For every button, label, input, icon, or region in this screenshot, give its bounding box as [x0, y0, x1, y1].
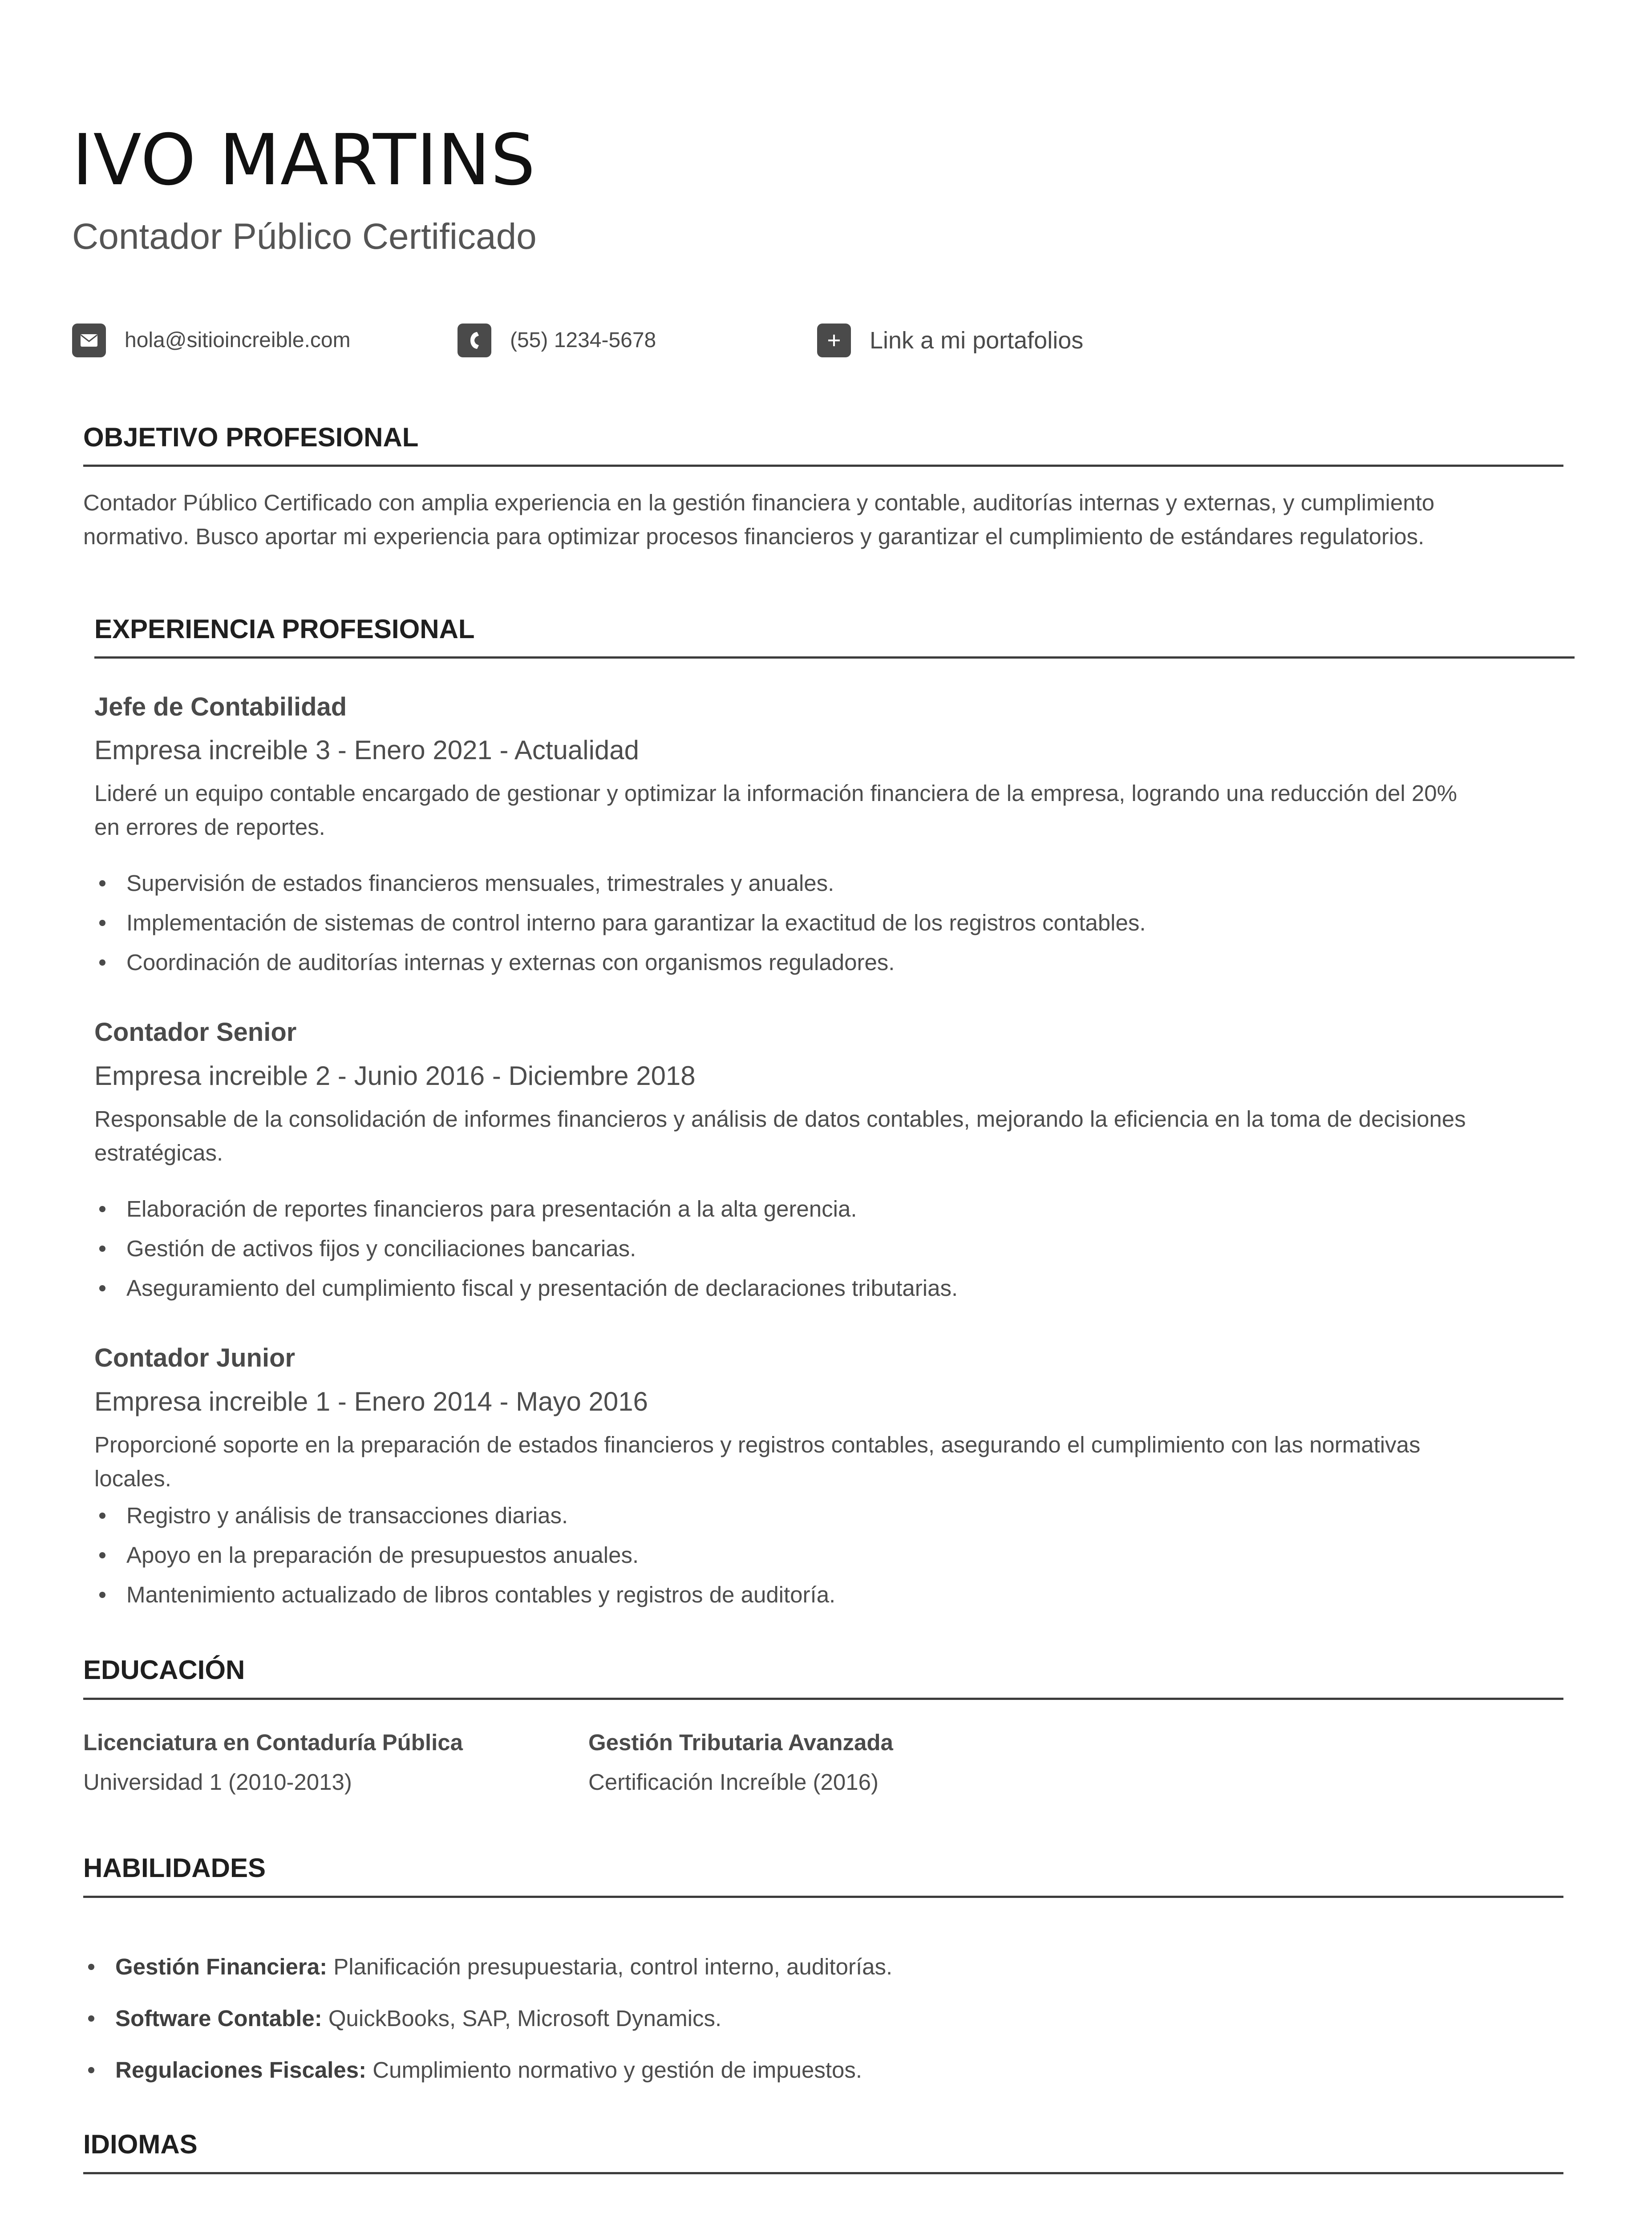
list-item-text: Aseguramiento del cumplimiento fiscal y presentación de declaraciones tributarias. [126, 1275, 958, 1301]
portfolio-link-text: Link a mi portafolios [870, 327, 1084, 354]
skill-item [83, 2044, 892, 2096]
skill-text: Cumplimiento normativo y gestión de impuestos. [366, 2057, 862, 2083]
description-line: estratégicas. [94, 1140, 223, 1165]
phone-icon [458, 324, 491, 357]
description-line: Responsable de la consolidación de informes financieros y análisis de datos contables, mejorando la eficiencia en la toma de decisiones [94, 1106, 1466, 1132]
list-item-text: Gestión de activos fijos y conciliaciones bancarias. [126, 1236, 636, 1261]
description-line: Lideré un equipo contable encargado de gestionar y optimizar la información financiera de la empresa, logrando una reducción del 20% [94, 781, 1457, 806]
bullet-icon [88, 1964, 94, 1970]
bullet-icon [99, 1246, 105, 1252]
list-item-text: Coordinación de auditorías internas y externas con organismos reguladores. [126, 950, 895, 975]
list-item [94, 903, 1146, 943]
description-line: Proporcioné soporte en la preparación de estados financieros y registros contables, asegurando el cumplimiento con las normativas [94, 1432, 1421, 1457]
list-item-text: Registro y análisis de transacciones diarias. [126, 1503, 568, 1528]
skill-label: Gestión Financiera: [115, 1954, 328, 1979]
contact-phone[interactable] [458, 324, 656, 357]
bullet-icon [88, 2015, 94, 2022]
job-achievements [94, 863, 1146, 982]
experience-divider [94, 656, 1575, 659]
plus-icon [817, 324, 851, 357]
skill-item [83, 1993, 892, 2044]
list-item [94, 863, 1146, 903]
objective-text [83, 486, 1570, 554]
languages-heading: IDIOMAS [83, 2129, 198, 2159]
education-cert-institution: Certificación Increíble (2016) [588, 1769, 879, 1795]
list-item [94, 1229, 958, 1268]
list-item-text: Supervisión de estados financieros mensuales, trimestrales y anuales. [126, 870, 834, 896]
list-item-text: Apoyo en la preparación de presupuestos anuales. [126, 1542, 639, 1568]
contact-email[interactable] [72, 324, 351, 357]
list-item [94, 1575, 835, 1614]
education-heading: EDUCACIÓN [83, 1655, 245, 1685]
job-title: Jefe de Contabilidad [94, 692, 347, 721]
job-description [94, 1428, 1581, 1496]
job-title: Contador Senior [94, 1018, 297, 1047]
bullet-icon [99, 1285, 105, 1291]
phone-text: (55) 1234-5678 [510, 328, 656, 352]
candidate-role: Contador Público Certificado [72, 216, 537, 257]
list-item [94, 943, 1146, 982]
list-item [94, 1189, 958, 1229]
objective-line: normativo. Busco aportar mi experiencia para optimizar procesos financieros y garantizar el cumplimiento de estándares regulatorios. [83, 524, 1425, 549]
job-company-dates: Empresa increible 2 - Junio 2016 - Diciembre 2018 [94, 1061, 696, 1091]
objective-heading: OBJETIVO PROFESIONAL [83, 422, 419, 452]
experience-heading: EXPERIENCIA PROFESIONAL [94, 614, 475, 644]
objective-divider [83, 465, 1563, 467]
skill-label: Software Contable: [115, 2006, 322, 2031]
description-line: en errores de reportes. [94, 814, 325, 840]
email-icon [72, 324, 106, 357]
list-item-text: Implementación de sistemas de control interno para garantizar la exactitud de los registros contables. [126, 910, 1146, 935]
education-degree-title: Licenciatura en Contaduría Pública [83, 1730, 463, 1755]
skills-divider [83, 1896, 1563, 1898]
job-company-dates: Empresa increible 1 - Enero 2014 - Mayo 2016 [94, 1387, 648, 1416]
list-item [94, 1268, 958, 1308]
bullet-icon [99, 1552, 105, 1558]
job-achievements [94, 1189, 958, 1308]
skill-item [83, 1941, 892, 1993]
skills-heading: HABILIDADES [83, 1853, 266, 1883]
email-text: hola@sitioincreible.com [125, 328, 351, 352]
languages-divider [83, 2172, 1563, 2174]
skills-list [83, 1941, 892, 2096]
job-title: Contador Junior [94, 1343, 296, 1372]
candidate-name: IVO MARTINS [72, 119, 536, 201]
education-degree-institution: Universidad 1 (2010-2013) [83, 1769, 352, 1795]
job-description [94, 1102, 1581, 1170]
list-item-text: Mantenimiento actualizado de libros contables y registros de auditoría. [126, 1582, 836, 1607]
contact-portfolio-link[interactable] [817, 324, 1083, 357]
bullet-icon [99, 959, 105, 966]
bullet-icon [99, 1206, 105, 1212]
skill-text: Planificación presupuestaria, control interno, auditorías. [327, 1954, 893, 1979]
bullet-icon [99, 920, 105, 926]
bullet-icon [99, 1513, 105, 1519]
bullet-icon [88, 2067, 94, 2073]
skill-text: QuickBooks, SAP, Microsoft Dynamics. [322, 2006, 722, 2031]
list-item [94, 1496, 835, 1535]
objective-line: Contador Público Certificado con amplia experiencia en la gestión financiera y contable, auditorías internas y externas, y cumplimiento [83, 490, 1435, 515]
job-description [94, 777, 1581, 844]
education-cert-title: Gestión Tributaria Avanzada [588, 1730, 893, 1755]
job-company-dates: Empresa increible 3 - Enero 2021 - Actualidad [94, 735, 640, 765]
skill-label: Regulaciones Fiscales: [115, 2057, 367, 2083]
list-item [94, 1535, 835, 1575]
list-item-text: Elaboración de reportes financieros para presentación a la alta gerencia. [126, 1196, 857, 1222]
description-line: locales. [94, 1466, 171, 1491]
education-divider [83, 1698, 1563, 1700]
job-achievements [94, 1496, 835, 1614]
bullet-icon [99, 880, 105, 886]
bullet-icon [99, 1592, 105, 1598]
